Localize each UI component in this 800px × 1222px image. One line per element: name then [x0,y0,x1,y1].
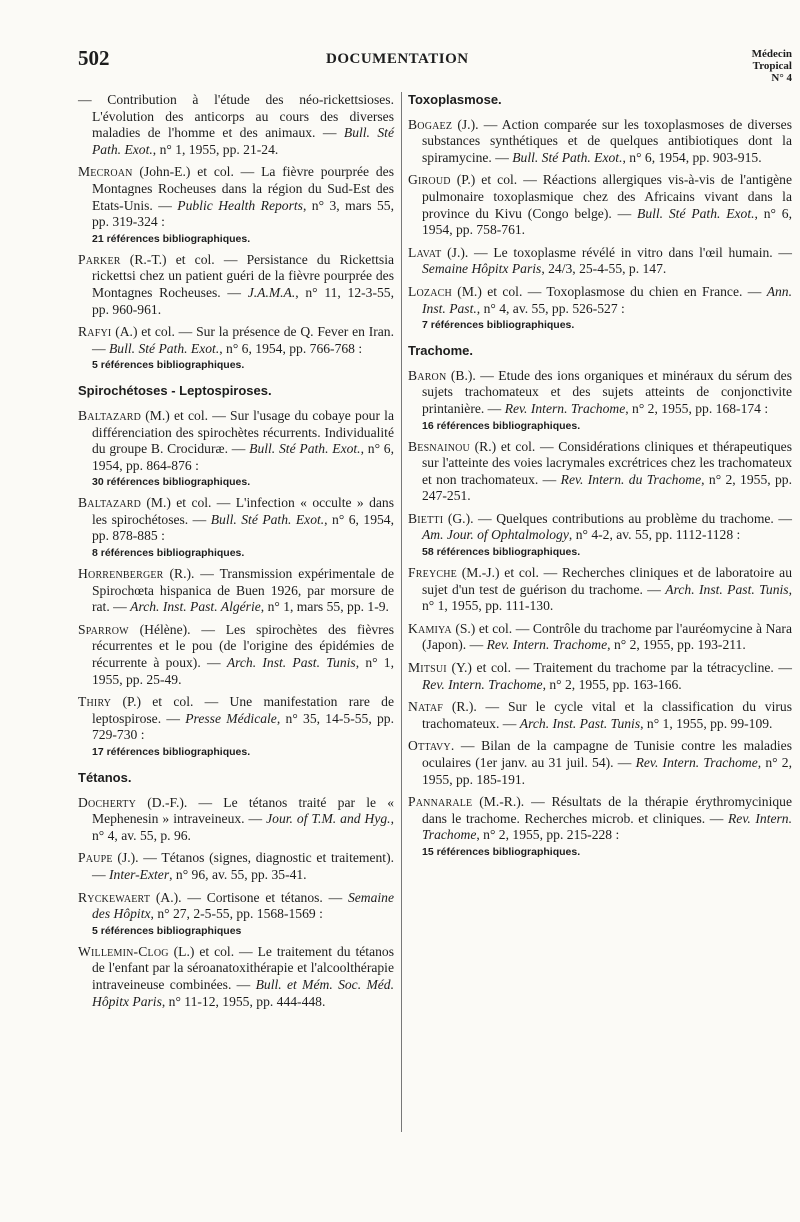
reference-entry [408,794,792,858]
running-title: DOCUMENTATION [326,51,469,67]
reference-text [78,890,394,923]
reference-body: (B.). — Etude des ions organiques et minéraux du sérum des sujets trachomateux et des sujets atteints de conjonctivite printanière. — [422,367,792,416]
source-title: Semaine des Hôpitx [92,889,394,922]
reference-text [408,117,792,167]
author-name: Thiry [78,694,112,710]
author-name: Mitsui [408,660,447,676]
author-name: Lavat [408,244,442,260]
reference-entry [78,694,394,758]
source-title: Bull. Sté Path. Exot. [637,205,755,221]
source-details: , n° 6, 1954, pp. 766-768 : [219,340,363,356]
reference-text [78,164,394,230]
author-name: Sparrow [78,621,129,637]
source-details: , n° 2, 1955, pp. 163-166. [542,676,682,692]
author-name: Parker [78,251,121,267]
left-column [78,92,394,1016]
source-title: Rev. Intern. du Trachome [560,471,702,487]
references-count: 58 références bibliographiques. [422,546,581,559]
reference-text [78,252,394,318]
reference-body: (J.). — Le toxoplasme révélé in vitro dans l'œil humain. — [441,244,792,260]
reference-text [408,565,792,615]
source-title: Rev. Intern. Trachome [486,637,608,653]
reference-body: (A.) et col. — Sur la présence de Q. Fever en Iran. — [92,324,394,356]
column-divider [401,92,402,1132]
author-name: Ryckewaert [78,889,151,905]
reference-body: (R.). — Sur le cycle vital et la classification du virus trachomateux. — [422,699,792,731]
reference-body: (J.). — Tétanos (signes, diagnostic et traitement). — [92,850,394,882]
reference-text [408,660,792,693]
source-details: , n° 6, 1954, pp. 758-761. [422,205,792,238]
reference-entry [78,566,394,616]
source-title: Arch. Inst. Past. Tunis [226,655,356,671]
reference-entry [408,439,792,505]
source-details: , n° 2, 1955, pp. 247-251. [422,471,793,504]
reference-body: (M.) et col. — L'infection « occulte » dans les spirochétoses. — [92,495,394,527]
source-details: , n° 3, mars 55, pp. 319-324 : [92,197,394,230]
reference-body: (S.) et col. — Contrôle du trachome par l'auréomycine à Nara (Japon). — [422,620,792,653]
source-details: , n° 27, 2-5-55, pp. 1568-1569 : [150,906,323,922]
reference-text [78,850,394,883]
references-count: 21 références bibliographiques. [92,232,251,245]
journal-line: Médecin [751,48,792,60]
reference-text [78,408,394,474]
page-header [78,46,796,86]
source-details: , n° 6, 1954, pp. 864-876 : [92,441,394,473]
journal-name [752,48,792,84]
source-title: Rev. Intern. Trachome [635,755,758,770]
references-count: 17 références bibliographiques. [92,746,251,758]
reference-text [78,795,394,845]
source-title: Bull. et Mém. Soc. Méd. Hôpitx Paris [92,976,395,1009]
reference-entry [78,890,394,937]
reference-entry [408,738,792,788]
author-name: Lozach [408,283,452,299]
journal-line: N° 4 [771,72,792,84]
references-count: 8 références bibliographiques. [92,547,245,560]
reference-body: (Hélène). — Les spirochètes des fièvres récurrentes et le pou (de l'origine des épidémies de récurrente à poux). — [92,621,394,671]
reference-entry [408,245,792,278]
references-count: 15 références bibliographiques. [422,845,581,858]
author-name: Mecroan [78,164,133,180]
reference-entry [78,944,394,1010]
reference-body: (Y.) et col. — Traitement du trachome par la tétracycline. — [446,660,792,676]
reference-body: — Contribution à l'étude des néo-rickettsioses. L'évolution des anticorps au cours des diverses maladies de l'homme et des animaux. — [78,92,394,141]
source-details: , n° 2, 1955, pp. 168-174 : [625,400,769,416]
reference-text [408,794,792,844]
source-details: , n° 1, mars 55, pp. 1-9. [260,599,389,615]
author-name: Bogaez [408,116,453,132]
reference-text [408,738,792,788]
reference-entry [78,850,394,883]
reference-body: (D.-F.). — Le tétanos traité par le « Mephenesin » intraveineux. — [92,794,394,827]
reference-entry [408,699,792,732]
reference-text [78,566,394,616]
source-details: , n° 1, 1955, pp. 99-109. [640,715,773,731]
reference-body: (J.). — Action comparée sur les toxoplasmoses de diverses substances synthétiques et de quelques antibiotiques dont la spiramycine. — [422,116,792,165]
reference-entry [408,621,792,654]
reference-entry [408,511,792,558]
source-details: , n° 11, 12-3-55, pp. 960-961. [92,284,394,317]
source-title: Rev. Intern. Trachome [422,810,792,843]
reference-entry [408,172,792,238]
author-name: Baltazard [78,495,142,511]
reference-text [78,92,394,158]
reference-body: (R.-T.) et col. — Persistance du Rickettsia rickettsi chez un patient guéri de la fièvre pourprée des Montagnes Rocheuses. — [92,251,394,300]
author-name: Docherty [78,794,137,810]
reference-body: (M.) et col. — Toxoplasmose du chien en France. — [451,283,762,299]
author-name: Kamiya [408,620,452,636]
author-name: Paupe [78,850,113,866]
reference-body: (G.). — Quelques contributions au problème du trachome. — [443,510,792,526]
references-count: 7 références bibliographiques. [422,319,575,332]
reference-body: (R.) et col. — Considérations cliniques et thérapeutiques sur l'atteinte des voies lacrymales excrétrices chez les trachomateux et non trachomateux. — [422,438,792,487]
reference-text [78,622,394,688]
source-details: , n° 96, av. 55, pp. 35-41. [169,866,307,882]
source-title: Bull. Sté Path. Exot. [210,511,325,527]
references-count: 30 références bibliographiques. [92,476,251,489]
reference-text [78,944,394,1010]
source-details: , n° 4-2, av. 55, pp. 1112-1128 : [568,527,741,543]
reference-entry [408,565,792,615]
author-name: Pannarale [408,794,473,810]
reference-body: (P.) et col. — Réactions allergiques vis-à-vis de l'antigène pulmonaire toxoplasmique chez des Africains vivant dans la province du Kivu (Congo belge). — [422,172,792,221]
reference-text [408,699,792,732]
journal-line: Tropical [752,60,792,72]
reference-text [408,172,792,238]
reference-text [408,368,792,418]
reference-text [78,324,394,357]
reference-entry [78,164,394,244]
source-title: Semaine Hôpitx Paris [422,261,542,277]
source-title: Arch. Inst. Past. Tunis [665,581,789,597]
reference-entry [78,324,394,371]
reference-text [408,511,792,544]
right-column [408,92,796,865]
source-title: Bull. Sté Path. Exot. [512,149,623,165]
references-count: 5 références bibliographiques [92,924,242,937]
section-title: Tétanos. [78,770,132,785]
source-details: , n° 1, 1955, pp. 111-130. [422,581,793,614]
author-name: Bietti [408,510,444,526]
reference-body: (John-E.) et col. — La fièvre pourprée des Montagnes Rocheuses dans la région du Sud-Est des Etats-Unis. — [92,164,394,213]
author-name: Baron [408,367,447,383]
reference-body: (M.-R.). — Résultats de la thérapie érythromycinique dans le trachome. Recherches microb. et cliniques. — [422,794,792,826]
reference-body: . — Bilan de la campagne de Tunisie contre les maladies oculaires (1er janv. au 31 juil. 54). — [422,738,792,770]
source-title: Arch. Inst. Past. Algérie [130,599,261,615]
reference-entry [408,660,792,693]
reference-body: (P.) et col. — Une manifestation rare de leptospirose. — [92,694,394,726]
source-title: Rev. Intern. Trachome [504,400,626,416]
author-name: Willemin-Clog [78,943,169,959]
source-details: , n° 4, av. 55, pp. 526-527 : [476,300,625,316]
author-name: Freyche [408,565,457,581]
source-title: Presse Médicale [185,710,277,726]
reference-entry [78,622,394,688]
reference-entry [408,368,792,432]
source-details: , n° 35, 14-5-55, pp. 729-730 : [92,710,394,743]
source-title: J.A.M.A. [247,284,296,300]
source-title: Ann. Inst. Past. [422,283,792,316]
reference-entry [78,795,394,845]
source-details: , n° 6, 1954, pp. 878-885 : [92,511,394,544]
source-details: , n° 1, 1955, pp. 25-49. [92,655,394,687]
source-title: Public Health Reports [177,197,303,213]
section-title: Trachome. [408,343,474,359]
source-title: Inter-Exter [109,866,170,882]
reference-text [408,439,792,505]
source-title: Bull. Sté Path. Exot. [109,340,220,356]
reference-entry [408,284,792,331]
reference-text [408,284,792,317]
source-details: , n° 1, 1955, pp. 21-24. [152,141,279,157]
page-number: 502 [78,46,110,70]
reference-body: (A.). — Cortisone et tétanos. — [150,889,343,905]
source-title: Bull. Sté Path. Exot. [92,125,394,157]
reference-body: (M.-J.) et col. — Recherches cliniques et de laboratoire au sujet d'un test de guérison du trachome. — [422,565,792,597]
author-name: Rafyi [78,324,112,340]
reference-text [408,245,792,278]
author-name: Besnainou [408,438,470,454]
section-title: Toxoplasmose. [408,92,502,107]
source-title: Bull. Sté Path. Exot. [249,441,361,457]
source-details: , n° 11-12, 1955, pp. 444-448. [161,993,326,1009]
reference-body: (R.). — Transmission expérimentale de Spirochœta hispanica de Buen 1926, par morsure de rat. — [92,566,394,615]
source-details: , n° 2, 1955, pp. 215-228 : [476,827,620,843]
reference-text [78,495,394,545]
reference-text [78,694,394,744]
section-title: Spirochétoses - Leptospiroses. [78,383,272,399]
source-details: , n° 2, 1955, pp. 193-211. [607,637,746,653]
source-details: , 24/3, 25-4-55, p. 147. [541,261,667,277]
source-details: , n° 6, 1954, pp. 903-915. [622,149,762,165]
source-title: Jour. of T.M. and Hyg. [266,811,391,827]
author-name: Giroud [408,172,451,188]
source-title: Rev. Intern. Trachome [422,676,543,692]
author-name: Baltazard [78,407,142,423]
reference-body: (M.) et col. — Sur l'usage du cobaye pour la différenciation des spirochètes récurrents. Individualité du groupe B. Crociduræ. — [92,407,394,457]
reference-entry [78,252,394,318]
author-name: Horrenberger [78,566,164,582]
references-count: 16 références bibliographiques. [422,419,581,432]
reference-entry [408,117,792,167]
author-name: Ottavy [408,738,451,754]
source-title: Arch. Inst. Past. Tunis [519,715,641,731]
reference-body: (L.) et col. — Le traitement du tétanos de l'enfant par la séroanatoxithérapie et l'alcoolthérapie intraveineuse combinées. — [92,943,394,992]
source-details: , n° 4, av. 55, p. 96. [92,811,394,843]
references-count: 5 références bibliographiques. [92,359,245,372]
author-name: Nataf [408,699,444,715]
reference-text [408,621,792,654]
reference-entry [78,495,394,559]
source-title: Am. Jour. of Ophtalmology [422,527,569,543]
source-details: , n° 2, 1955, pp. 185-191. [422,755,793,787]
reference-entry [78,92,394,158]
reference-entry [78,408,394,488]
